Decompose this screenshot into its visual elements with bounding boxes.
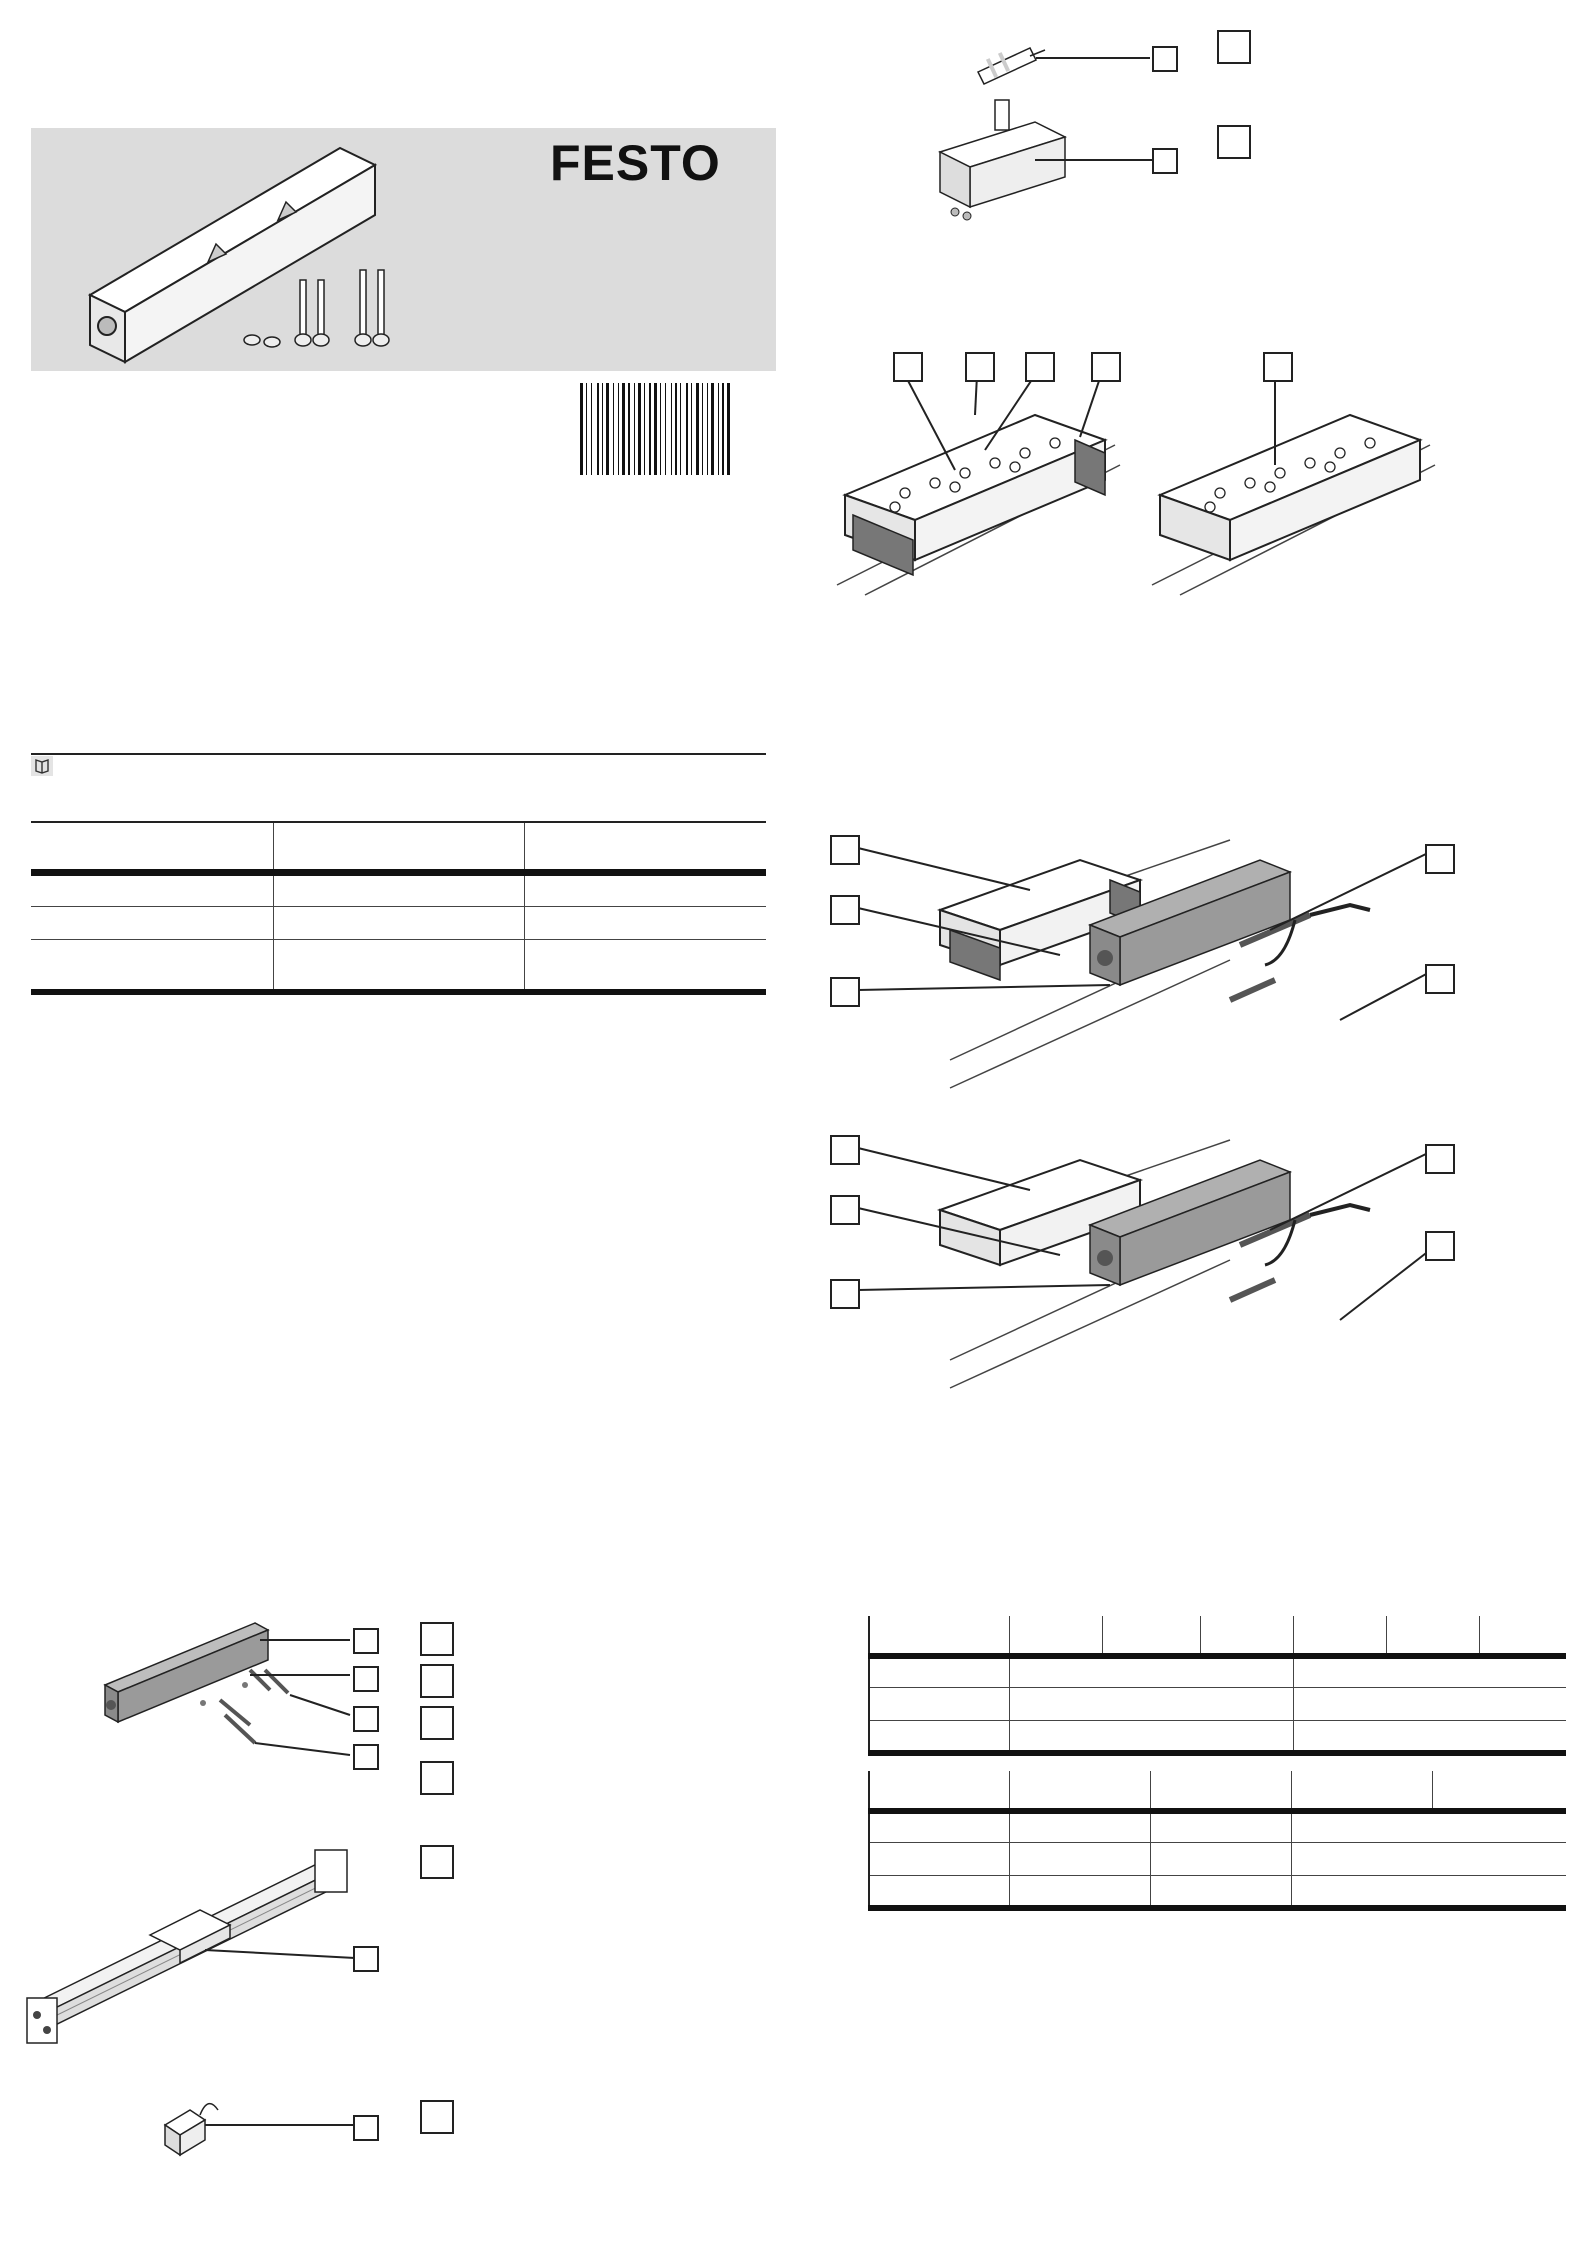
barcode-bar bbox=[634, 383, 635, 475]
book-icon bbox=[31, 756, 53, 776]
barcode-bar bbox=[680, 383, 681, 475]
barcode bbox=[580, 383, 762, 475]
linear-axis-illustration bbox=[25, 1840, 385, 2060]
legend-box bbox=[420, 1706, 454, 1740]
barcode-bar bbox=[654, 383, 657, 475]
barcode-bar bbox=[686, 383, 688, 475]
callout-box bbox=[1425, 964, 1455, 994]
barcode-bar bbox=[649, 383, 651, 475]
callout-box bbox=[1263, 352, 1293, 382]
mounting-step-1-illustration bbox=[830, 820, 1470, 1100]
callout-box bbox=[830, 1195, 860, 1225]
legend-box bbox=[1217, 30, 1251, 64]
legend-box bbox=[1217, 125, 1251, 159]
callout-box bbox=[1025, 352, 1055, 382]
callout-box bbox=[353, 1666, 379, 1692]
barcode-bar bbox=[638, 383, 641, 475]
legend-box bbox=[420, 1845, 454, 1879]
right-table-2 bbox=[868, 1771, 1566, 1911]
sensor-bracket-illustration bbox=[160, 2085, 360, 2165]
mounting-step-2-illustration bbox=[830, 1120, 1470, 1400]
barcode-bar bbox=[644, 383, 645, 475]
callout-box bbox=[1091, 352, 1121, 382]
callout-box bbox=[830, 835, 860, 865]
mounting-rail-illustration bbox=[60, 140, 420, 370]
barcode-bar bbox=[622, 383, 625, 475]
barcode-bar bbox=[591, 383, 592, 475]
callout-box bbox=[353, 1706, 379, 1732]
callout-box bbox=[353, 1946, 379, 1972]
barcode-bar bbox=[711, 383, 714, 475]
barcode-bar bbox=[628, 383, 630, 475]
callout-box bbox=[830, 1135, 860, 1165]
barcode-bar bbox=[665, 383, 666, 475]
callout-box bbox=[353, 2115, 379, 2141]
barcode-bar bbox=[707, 383, 708, 475]
legend-box bbox=[420, 2100, 454, 2134]
legend-box bbox=[420, 1622, 454, 1656]
section-divider bbox=[31, 753, 766, 755]
barcode-bar bbox=[675, 383, 677, 475]
callout-box bbox=[830, 977, 860, 1007]
barcode-bar bbox=[597, 383, 599, 475]
barcode-bar bbox=[606, 383, 609, 475]
barcode-bar bbox=[718, 383, 719, 475]
callout-box bbox=[1152, 148, 1178, 174]
barcode-bar bbox=[618, 383, 619, 475]
barcode-bar bbox=[613, 383, 614, 475]
callout-box bbox=[1425, 1144, 1455, 1174]
barcode-bar bbox=[727, 383, 730, 475]
barcode-bar bbox=[580, 383, 583, 475]
callout-box bbox=[965, 352, 995, 382]
legend-box bbox=[420, 1761, 454, 1795]
callout-box bbox=[1425, 1231, 1455, 1261]
callout-box bbox=[1152, 46, 1178, 72]
callout-box bbox=[893, 352, 923, 382]
callout-box bbox=[353, 1744, 379, 1770]
festo-logo: FESTO bbox=[550, 135, 721, 191]
left-table bbox=[31, 821, 766, 995]
barcode-bar bbox=[660, 383, 661, 475]
callout-box bbox=[830, 895, 860, 925]
barcode-bar bbox=[702, 383, 703, 475]
slide-with-cover-illustration bbox=[835, 345, 1125, 600]
barcode-bar bbox=[586, 383, 587, 475]
legend-box bbox=[420, 1664, 454, 1698]
callout-box bbox=[1425, 844, 1455, 874]
barcode-bar bbox=[722, 383, 724, 475]
callout-box bbox=[830, 1279, 860, 1309]
proximity-sensor-illustration bbox=[970, 30, 1170, 90]
right-table-1 bbox=[868, 1616, 1566, 1756]
callout-box bbox=[353, 1628, 379, 1654]
barcode-bar bbox=[602, 383, 603, 475]
slide-without-cover-illustration bbox=[1150, 345, 1440, 600]
barcode-bar bbox=[671, 383, 672, 475]
switch-module-illustration bbox=[925, 92, 1165, 242]
barcode-bar bbox=[696, 383, 699, 475]
barcode-bar bbox=[691, 383, 692, 475]
